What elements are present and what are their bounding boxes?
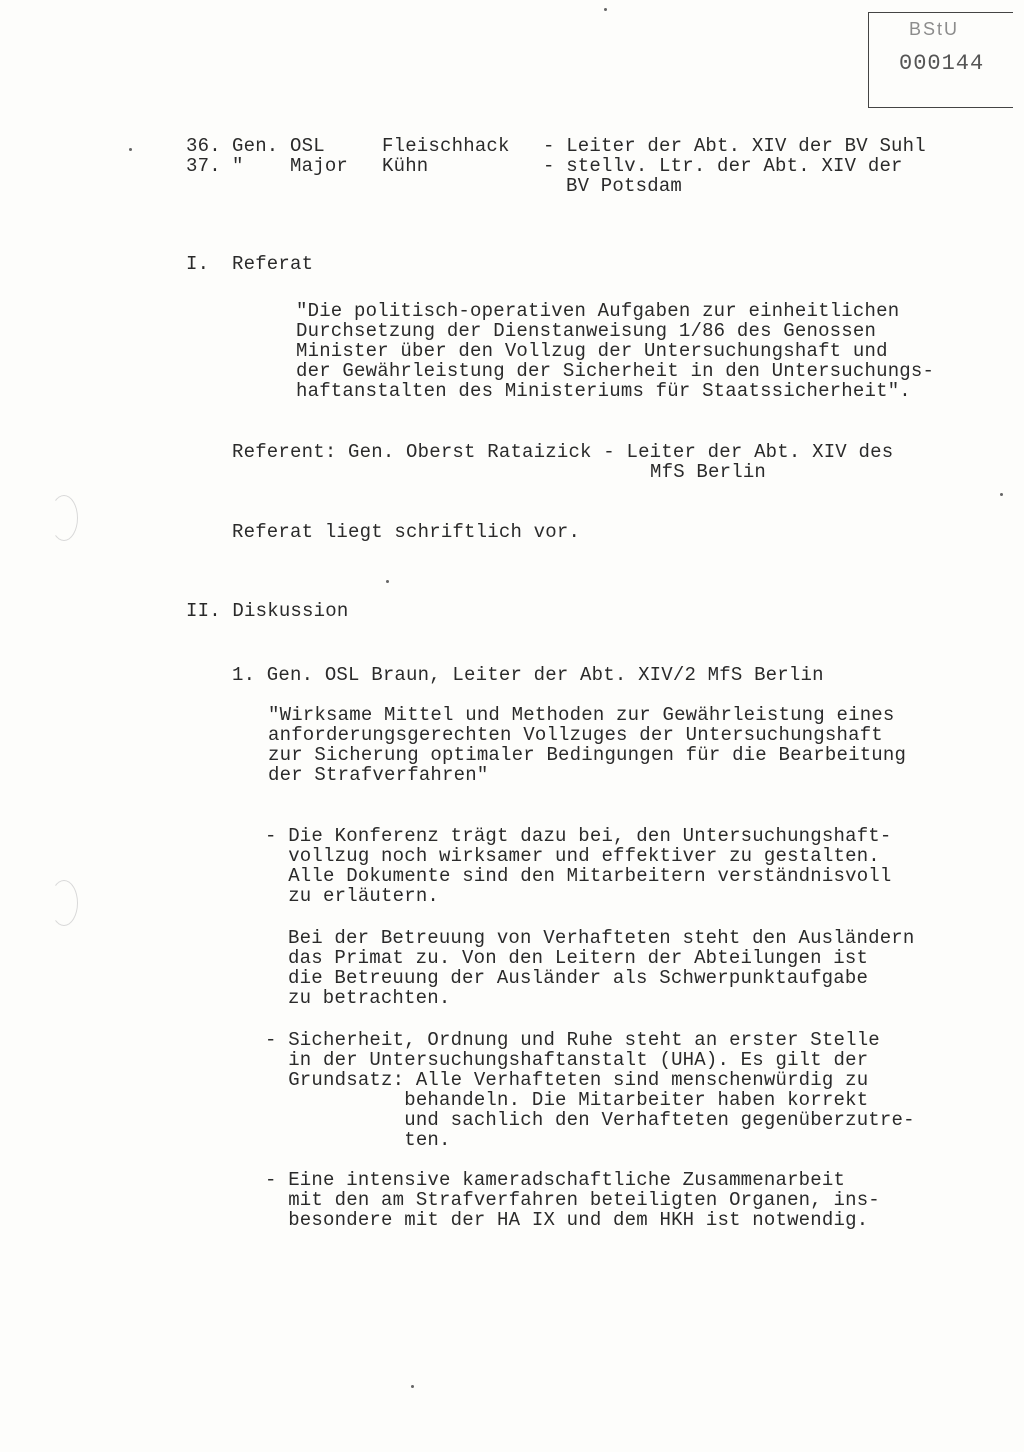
bullet-2-line: und sachlich den Verhafteten gegenüberzutre-	[265, 1109, 915, 1131]
bullet-2-line: ten.	[265, 1129, 451, 1151]
section-2-heading: II. Diskussion	[186, 600, 349, 622]
bullet-1-line: Alle Dokumente sind den Mitarbeitern verständnisvoll	[265, 865, 892, 887]
bullet-1-line: vollzug noch wirksamer und effektiver zu gestalten.	[265, 845, 880, 867]
participant-36-title: Gen. OSL	[232, 135, 325, 157]
bullet-2-line: behandeln. Die Mitarbeiter haben korrekt	[265, 1089, 869, 1111]
archive-stamp	[868, 12, 1013, 108]
participant-37-role: - stellv. Ltr. der Abt. XIV der	[543, 155, 903, 177]
item-1-quote-line: anforderungsgerechten Vollzuges der Untersuchungshaft	[268, 724, 883, 746]
paragraph-line: zu betrachten.	[288, 987, 451, 1009]
speck	[1000, 493, 1003, 496]
bullet-2-line: - Sicherheit, Ordnung und Ruhe steht an erster Stelle	[265, 1029, 880, 1051]
participant-36-role: - Leiter der Abt. XIV der BV Suhl	[543, 135, 926, 157]
bullet-3-line: - Eine intensive kameradschaftliche Zusammenarbeit	[265, 1169, 846, 1191]
item-1-quote-line: zur Sicherung optimaler Bedingungen für die Bearbeitung	[268, 744, 907, 766]
bullet-2-line: Grundsatz: Alle Verhafteten sind menschenwürdig zu	[265, 1069, 869, 1091]
participant-37-name: Kühn	[382, 155, 429, 177]
referat-note: Referat liegt schriftlich vor.	[232, 521, 581, 543]
paragraph-line: das Primat zu. Von den Leitern der Abteilungen ist	[288, 947, 869, 969]
item-1-quote-line: der Strafverfahren"	[268, 764, 489, 786]
punch-hole-mark	[50, 495, 78, 541]
speck	[411, 1385, 414, 1388]
punch-hole-mark	[50, 880, 78, 926]
speck	[386, 580, 389, 583]
stamp-title: BStU	[909, 19, 960, 39]
speck	[129, 148, 132, 151]
bullet-3-line: besondere mit der HA IX und dem HKH ist notwendig.	[265, 1209, 869, 1231]
section-1-quote-line: Minister über den Vollzug der Untersuchungshaft und	[296, 340, 888, 362]
speck	[604, 8, 607, 11]
bullet-1-line: - Die Konferenz trägt dazu bei, den Untersuchungshaft-	[265, 825, 892, 847]
participant-37-number: 37.	[186, 155, 221, 177]
section-1-quote-line: haftanstalten des Ministeriums für Staatssicherheit".	[296, 380, 911, 402]
paragraph-line: Bei der Betreuung von Verhafteten steht den Ausländern	[288, 927, 915, 949]
section-1-quote-line: Durchsetzung der Dienstanweisung 1/86 des Genossen	[296, 320, 877, 342]
referent-line: Referent: Gen. Oberst Rataizick - Leiter der Abt. XIV des	[232, 441, 894, 463]
section-1-number: I.	[186, 253, 210, 275]
section-1-heading: Referat	[232, 253, 314, 275]
bullet-2-line: in der Untersuchungshaftanstalt (UHA). Es gilt der	[265, 1049, 869, 1071]
item-1-heading: 1. Gen. OSL Braun, Leiter der Abt. XIV/2 MfS Berlin	[232, 664, 824, 686]
participant-37-role-cont: BV Potsdam	[566, 175, 683, 197]
stamp-number: 000144	[899, 51, 985, 76]
referent-cont: MfS Berlin	[650, 461, 767, 483]
paragraph-line: die Betreuung der Ausländer als Schwerpunktaufgabe	[288, 967, 869, 989]
section-1-quote-line: "Die politisch-operativen Aufgaben zur einheitlichen	[296, 300, 900, 322]
bullet-1-line: zu erläutern.	[265, 885, 440, 907]
participant-36-name: Fleischhack	[382, 135, 510, 157]
participant-36-number: 36.	[186, 135, 221, 157]
item-1-quote-line: "Wirksame Mittel und Methoden zur Gewährleistung eines	[268, 704, 895, 726]
bullet-3-line: mit den am Strafverfahren beteiligten Organen, ins-	[265, 1189, 880, 1211]
section-1-quote-line: der Gewährleistung der Sicherheit in den Untersuchungs-	[296, 360, 935, 382]
participant-37-title: " Major	[232, 155, 349, 177]
